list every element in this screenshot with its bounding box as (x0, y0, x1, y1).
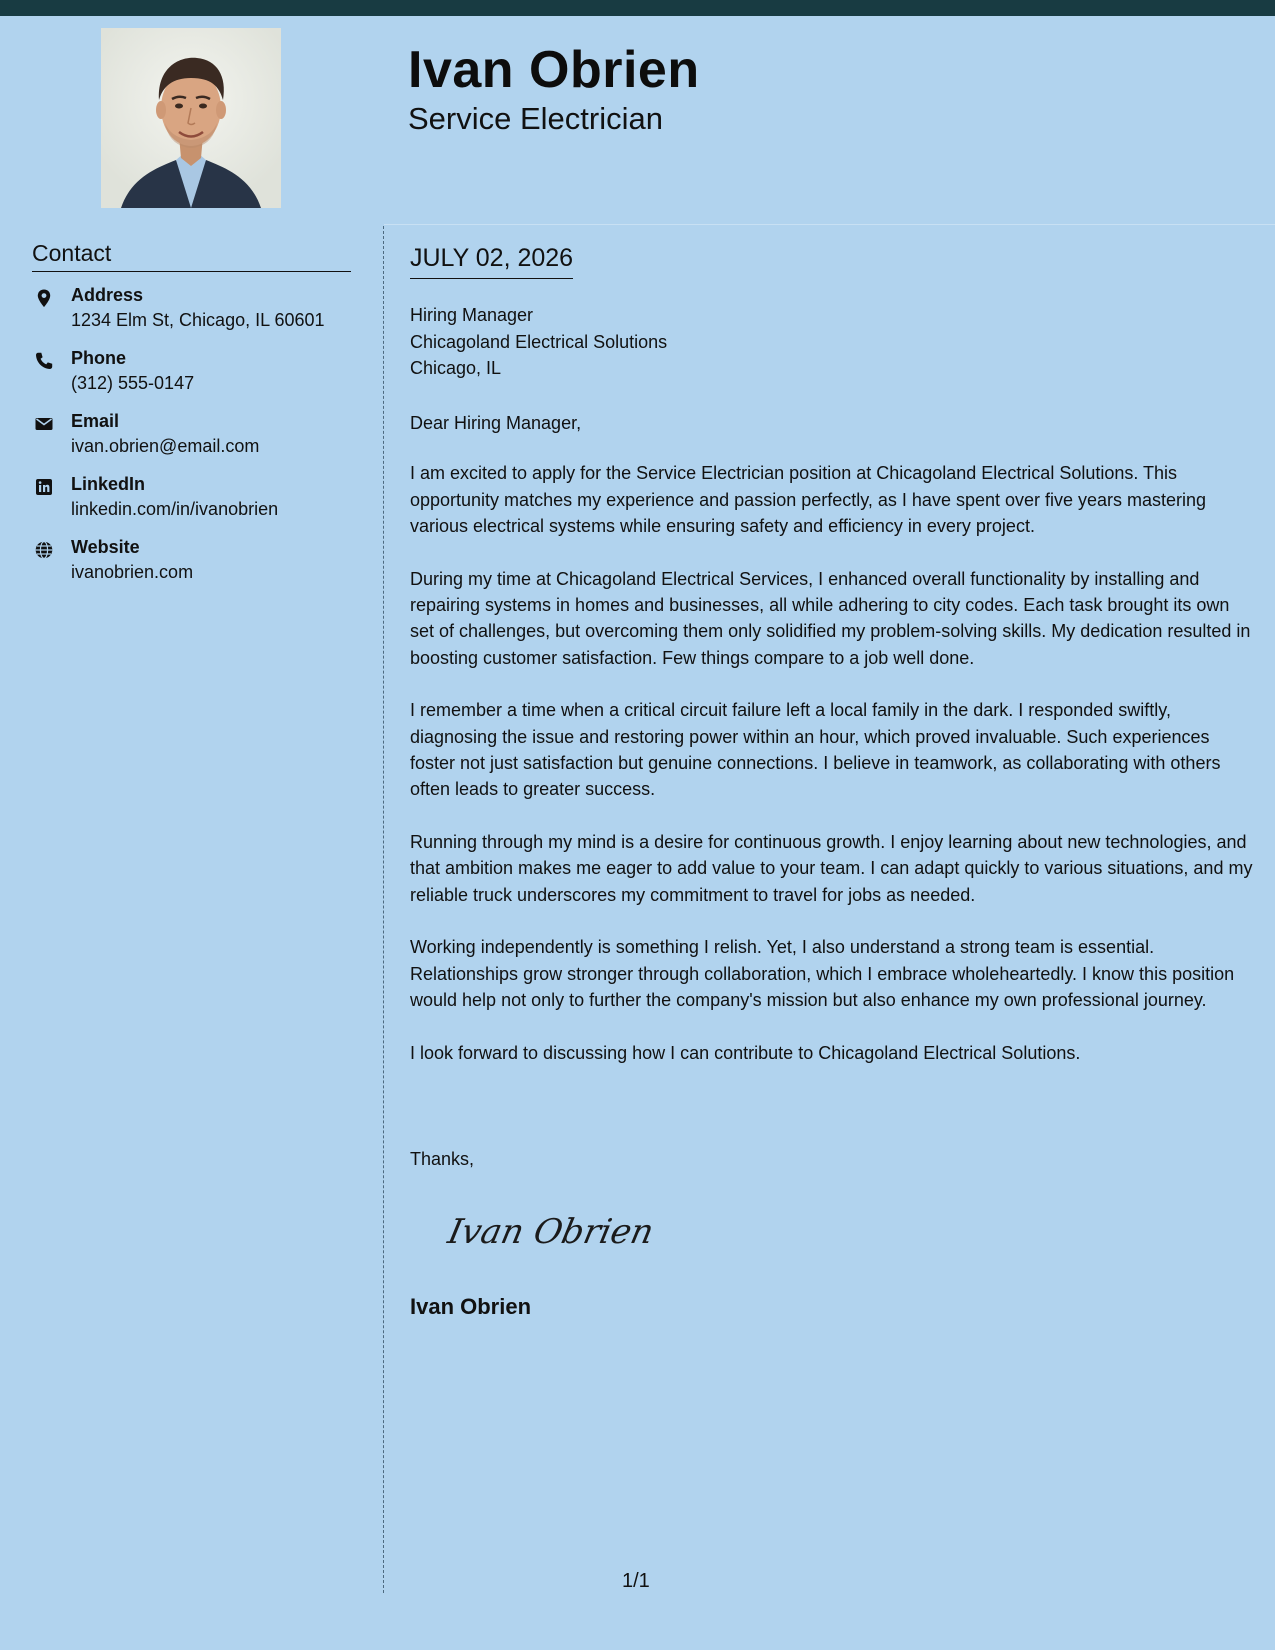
phone-icon (34, 351, 54, 371)
linkedin-icon (34, 477, 54, 497)
contact-label: Email (71, 411, 120, 431)
closing: Thanks, (410, 1149, 475, 1169)
letter-paragraph: I look forward to discussing how I can contribute to Chicagoland Electrical Solutions. (410, 1042, 1081, 1063)
letter-body (410, 410, 1255, 1093)
contact-label: LinkedIn (71, 474, 146, 494)
handwritten-signature (444, 1207, 658, 1260)
letter-date: JULY 02, 2026 (410, 244, 573, 279)
letter-paragraph: I remember a time when a critical circuit failure left a local family in the dark. I responded swiftly, diagnosing the issue and restoring power within an hour, which proved invaluable. Such experiences foster not just satisfaction but genuine connections. I believe in teamwork, as collaborating with others often leads to greater success. (410, 700, 1221, 800)
contact-value: 1234 Elm St, Chicago, IL 60601 (71, 310, 325, 330)
recipient-location: Chicago, IL (410, 358, 502, 378)
profile-photo (101, 28, 281, 208)
recipient-name: Hiring Manager (410, 305, 534, 325)
globe-icon (34, 540, 54, 560)
map-pin-icon (34, 288, 54, 308)
candidate-name: Ivan Obrien (408, 41, 700, 99)
signature-text: Ivan Obrien (444, 1212, 658, 1252)
column-divider (383, 226, 384, 1593)
contact-value[interactable]: ivan.obrien@email.com (71, 436, 260, 456)
contact-item-email (32, 411, 362, 474)
contact-heading: Contact (32, 240, 351, 272)
portrait-image (101, 28, 281, 208)
letter-paragraph: I am excited to apply for the Service Electrician position at Chicagoland Electrical Solutions. This opportunity matches my experience and passion perfectly, as I have spent over five years mastering various electrical systems while ensuring safety and efficiency in every project. (410, 463, 1207, 536)
recipient-company: Chicagoland Electrical Solutions (410, 331, 668, 352)
page-indicator: 1/1 (622, 1570, 650, 1592)
salutation: Dear Hiring Manager, (410, 413, 582, 433)
contact-value[interactable]: linkedin.com/in/ivanobrien (71, 499, 279, 519)
header-divider (384, 224, 1275, 225)
signer-name: Ivan Obrien (410, 1294, 532, 1319)
contact-item-website (32, 537, 362, 600)
contact-value: (312) 555-0147 (71, 373, 195, 393)
contact-item-linkedin (32, 474, 362, 537)
contact-item-phone (32, 348, 362, 411)
job-title: Service Electrician (408, 101, 663, 136)
envelope-icon (34, 414, 54, 434)
letter-paragraph: Working independently is something I relish. Yet, I also understand a strong team is essential. Relationships grow stronger through collaboration, which I embrace wholeheartedly. I know this position would help not only to further the company's mission but also enhance my own professional journey. (410, 937, 1235, 1011)
top-bar (0, 0, 1275, 16)
letter-paragraph: Running through my mind is a desire for continuous growth. I enjoy learning about new technologies, and that ambition makes me eager to add value to your team. I can adapt quickly to various situations, and my reliable truck underscores my commitment to travel for jobs as needed. (410, 832, 1253, 905)
recipient-block (410, 302, 667, 382)
contact-value[interactable]: ivanobrien.com (71, 562, 194, 582)
contact-label: Phone (71, 348, 127, 368)
letter-paragraph: During my time at Chicagoland Electrical Services, I enhanced overall functionality by installing and repairing systems in homes and businesses, all while adhering to city codes. Each task brought its own set of challenges, but overcoming them only solidified my problem-solving skills. My dedication resulted in boosting customer satisfaction. Few things compare to a job well done. (410, 568, 1251, 668)
contact-label: Website (71, 537, 140, 557)
contact-list (32, 285, 362, 600)
contact-item-address (32, 285, 362, 348)
contact-label: Address (71, 285, 144, 305)
